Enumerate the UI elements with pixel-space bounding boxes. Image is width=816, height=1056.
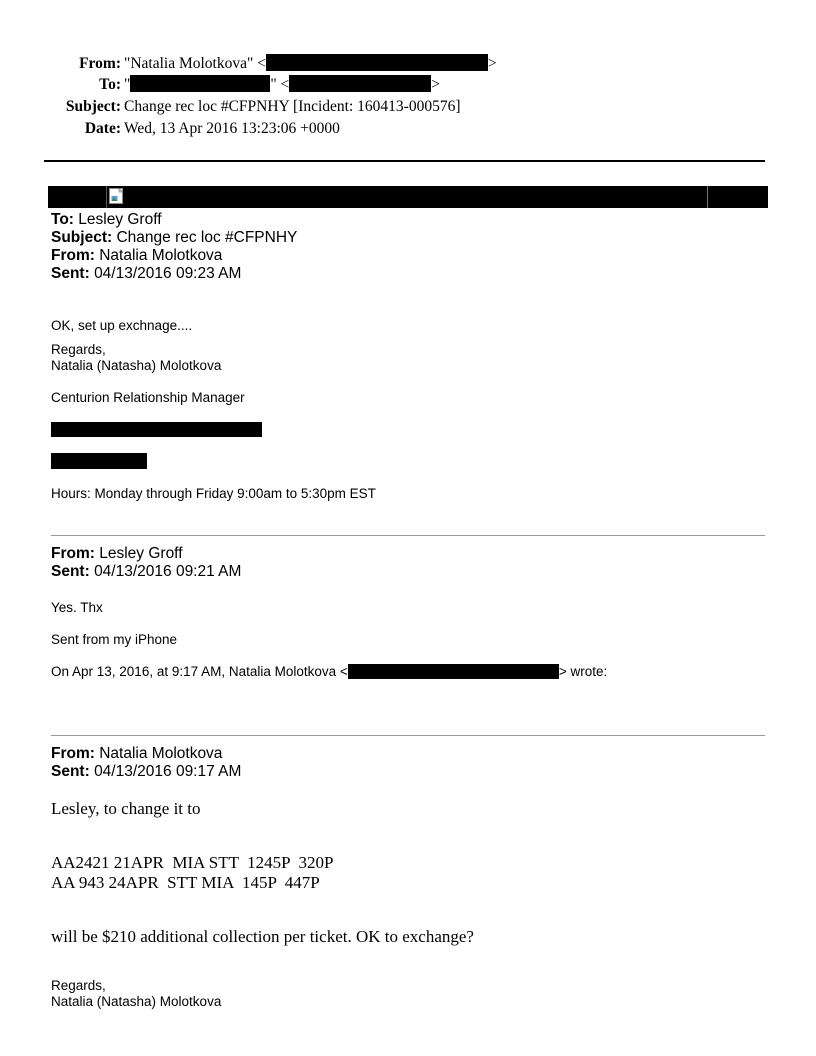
msg2-from-label: From:: [51, 545, 95, 562]
message-divider: [51, 735, 765, 736]
msg3-intro: Lesley, to change it to: [51, 799, 201, 818]
msg2-from-value: Lesley Groff: [99, 545, 183, 562]
msg3-from: [51, 745, 222, 763]
subject-label: Subject:: [65, 98, 121, 115]
msg1-to: [51, 211, 162, 229]
msg1-to-value: Lesley Groff: [78, 211, 162, 228]
quote-suffix: > wrote:: [558, 664, 608, 679]
subject-value: Change rec loc #CFPNHY [Incident: 160413-000576]: [124, 98, 461, 115]
msg1-subject-value: Change rec loc #CFPNHY: [116, 229, 298, 246]
banner-separator: [707, 186, 708, 208]
msg1-hours: Hours: Monday through Friday 9:00am to 5:30pm EST: [51, 486, 376, 501]
msg3-signature-name: Natalia (Natasha) Molotkova: [51, 994, 222, 1009]
msg1-from-value: Natalia Molotkova: [99, 247, 223, 264]
msg2-from: [51, 545, 183, 563]
msg1-signature-title: Centurion Relationship Manager: [51, 390, 245, 405]
msg2-quote-line: [51, 664, 607, 680]
msg3-collection: will be $210 additional collection per ticket. OK to exchange?: [51, 927, 474, 946]
from-close: >: [487, 55, 497, 72]
to-close: >: [431, 76, 441, 93]
to-open-quote: ": [124, 76, 131, 93]
msg3-regards: Regards,: [51, 978, 106, 993]
msg2-sent: [51, 563, 241, 581]
msg3-sent-label: Sent:: [51, 763, 90, 780]
msg1-sent-label: Sent:: [51, 265, 90, 282]
to-value: [124, 75, 440, 95]
msg2-device-signature: Sent from my iPhone: [51, 632, 178, 647]
redacted-contact: [51, 422, 262, 437]
redacted-email: [289, 75, 431, 92]
msg1-signature-name: Natalia (Natasha) Molotkova: [51, 358, 222, 373]
msg3-from-value: Natalia Molotkova: [99, 745, 223, 762]
msg1-to-label: To:: [51, 211, 74, 228]
redacted-name: [130, 75, 270, 92]
date-label: Date:: [84, 120, 121, 137]
msg2-sent-label: Sent:: [51, 563, 90, 580]
quote-prefix: On Apr 13, 2016, at 9:17 AM, Natalia Molotkova <: [51, 664, 348, 679]
msg3-flight-1: AA2421 21APR MIA STT 1245P 320P: [51, 853, 334, 872]
from-value: [124, 54, 497, 74]
date-value: Wed, 13 Apr 2016 13:23:06 +0000: [124, 120, 340, 137]
msg3-flight-2: AA 943 24APR STT MIA 145P 447P: [51, 873, 320, 892]
to-label: To:: [99, 76, 121, 93]
redacted-banner: [48, 186, 768, 208]
redacted-phone: [51, 453, 147, 469]
from-name: "Natalia Molotkova" <: [124, 55, 266, 72]
broken-image-icon: [109, 188, 125, 204]
msg2-body: Yes. Thx: [51, 600, 103, 615]
msg1-sent: [51, 265, 241, 283]
message-divider: [51, 535, 765, 536]
msg1-from: [51, 247, 222, 265]
banner-separator: [106, 186, 107, 208]
redacted-email: [266, 54, 488, 71]
msg1-subject-label: Subject:: [51, 229, 113, 246]
header-divider: [44, 160, 765, 162]
msg1-sent-value: 04/13/2016 09:23 AM: [94, 265, 242, 282]
msg3-sent: [51, 763, 241, 781]
msg2-sent-value: 04/13/2016 09:21 AM: [94, 563, 242, 580]
msg1-body: OK, set up exchnage....: [51, 318, 193, 333]
to-mid: " <: [270, 76, 290, 93]
from-label: From:: [79, 55, 121, 72]
redacted-email: [348, 664, 559, 679]
msg1-regards: Regards,: [51, 342, 106, 357]
msg1-subject: [51, 229, 297, 247]
msg3-from-label: From:: [51, 745, 95, 762]
msg3-sent-value: 04/13/2016 09:17 AM: [94, 763, 242, 780]
msg1-from-label: From:: [51, 247, 95, 264]
